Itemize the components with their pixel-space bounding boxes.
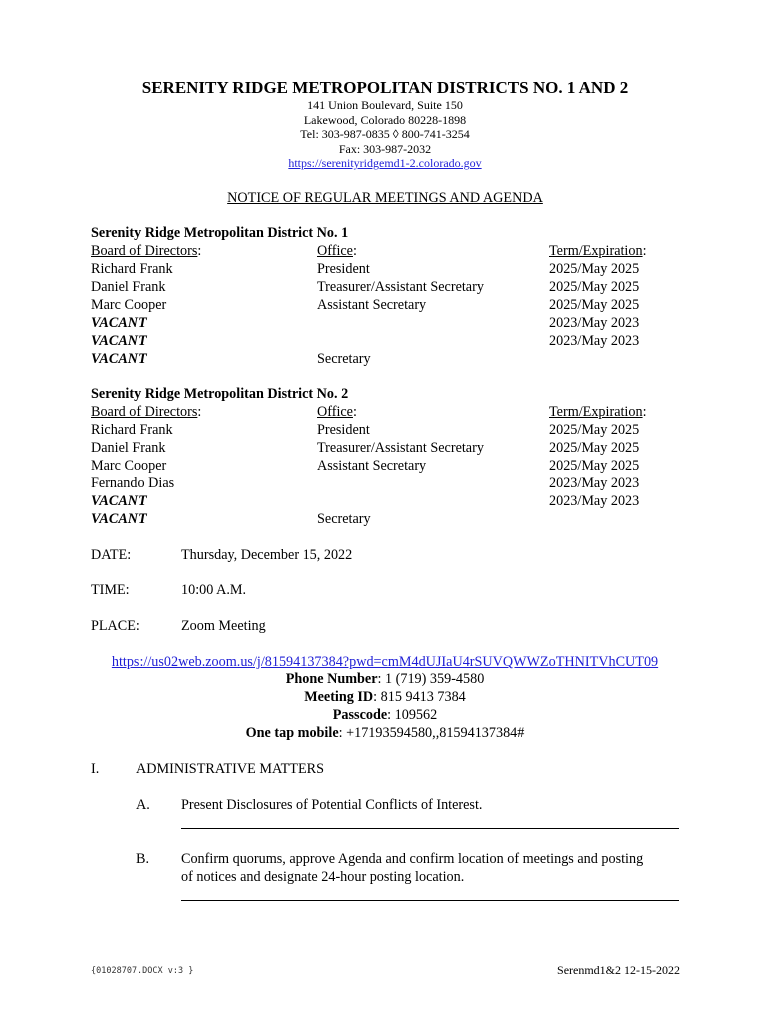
district-2-term: 2023/May 2023: [549, 493, 640, 509]
district-2-director-name: Fernando Dias: [91, 475, 175, 491]
district-2-office: Treasurer/Assistant Secretary: [317, 440, 484, 456]
agenda-item-letter: A.: [136, 797, 150, 813]
agenda-item-text: Present Disclosures of Potential Conflicts of Interest.: [181, 797, 483, 813]
district-1-office: President: [317, 261, 370, 277]
district-2-heading: Serenity Ridge Metropolitan District No. 2: [91, 386, 349, 402]
district-2-director-name: Marc Cooper: [91, 458, 167, 474]
agenda-item-rule: [181, 900, 679, 901]
district-1-office: Treasurer/Assistant Secretary: [317, 279, 484, 295]
place-label: PLACE:: [91, 618, 140, 634]
district-2-office: Secretary: [317, 511, 371, 527]
district-1-vacant: VACANT: [91, 315, 147, 331]
district-1-director-name: Daniel Frank: [91, 279, 166, 295]
district-1-term: 2025/May 2025: [549, 297, 640, 313]
zoom-link[interactable]: https://us02web.zoom.us/j/81594137384?pwd=cmM4dUJIaU4rSUVQWWZoTHNITVhCUT09: [111, 654, 659, 670]
one-tap-line: One tap mobile: +17193594580,,81594137384#: [245, 725, 525, 741]
district-2-term: 2025/May 2025: [549, 422, 640, 438]
district-1-term: 2025/May 2025: [549, 279, 640, 295]
district-2-vacant: VACANT: [91, 493, 147, 509]
agenda-item-text-cont: of notices and designate 24-hour posting location.: [181, 869, 465, 885]
agenda-item-letter: B.: [136, 851, 150, 867]
meeting-date: Thursday, December 15, 2022: [181, 547, 353, 563]
agenda-item-text: Confirm quorums, approve Agenda and confirm location of meetings and posting: [181, 851, 644, 867]
phone-line: Tel: 303-987-0835 ◊ 800-741-3254: [300, 127, 470, 142]
agenda-item-rule: [181, 828, 679, 829]
footer-reference: Serenmd1&2 12-15-2022: [557, 963, 680, 977]
time-label: TIME:: [91, 582, 130, 598]
district-1-term: 2023/May 2023: [549, 333, 640, 349]
district-1-office: Secretary: [317, 351, 371, 367]
district-1-vacant: VACANT: [91, 351, 147, 367]
district-2-office: Assistant Secretary: [317, 458, 427, 474]
notice-title: NOTICE OF REGULAR MEETINGS AND AGENDA: [227, 190, 543, 206]
district-title: SERENITY RIDGE METROPOLITAN DISTRICTS NO. 1 AND 2: [141, 78, 629, 97]
document-id: {01028707.DOCX v:3 }: [91, 966, 194, 976]
address-line-2: Lakewood, Colorado 80228-1898: [303, 112, 467, 127]
district-1-heading: Serenity Ridge Metropolitan District No. 1: [91, 225, 349, 241]
district-2-office-header: Office:: [317, 404, 357, 420]
date-label: DATE:: [91, 547, 132, 563]
district-2-director-name: Daniel Frank: [91, 440, 166, 456]
district-1-term-header: Term/Expiration:: [549, 243, 647, 259]
meeting-time: 10:00 A.M.: [181, 582, 247, 598]
district-1-office-header: Office:: [317, 243, 357, 259]
district-2-term: 2025/May 2025: [549, 458, 640, 474]
address-line-1: 141 Union Boulevard, Suite 150: [307, 98, 463, 112]
district-1-term: 2025/May 2025: [549, 261, 640, 277]
district-2-office: President: [317, 422, 370, 438]
district-1-director-name: Marc Cooper: [91, 297, 167, 313]
district-1-office: Assistant Secretary: [317, 297, 427, 313]
district-2-term: 2023/May 2023: [549, 475, 640, 491]
district-1-vacant: VACANT: [91, 333, 147, 349]
district-2-term-header: Term/Expiration:: [549, 404, 647, 420]
fax-line: Fax: 303-987-2032: [338, 141, 432, 156]
district-1-director-name: Richard Frank: [91, 261, 173, 277]
website-link[interactable]: https://serenityridgemd1-2.colorado.gov: [288, 156, 482, 171]
district-2-term: 2025/May 2025: [549, 440, 640, 456]
district-2-director-name: Richard Frank: [91, 422, 173, 438]
phone-number-line: Phone Number: 1 (719) 359-4580: [285, 671, 485, 687]
meeting-place: Zoom Meeting: [181, 618, 266, 634]
section-title: ADMINISTRATIVE MATTERS: [136, 761, 324, 777]
meeting-id-line: Meeting ID: 815 9413 7384: [304, 689, 466, 705]
district-1-board-header: Board of Directors:: [91, 243, 202, 259]
section-number: I.: [91, 761, 100, 777]
district-1-term: 2023/May 2023: [549, 315, 640, 331]
district-2-vacant: VACANT: [91, 511, 147, 527]
passcode-line: Passcode: 109562: [332, 707, 438, 723]
district-2-board-header: Board of Directors:: [91, 404, 202, 420]
